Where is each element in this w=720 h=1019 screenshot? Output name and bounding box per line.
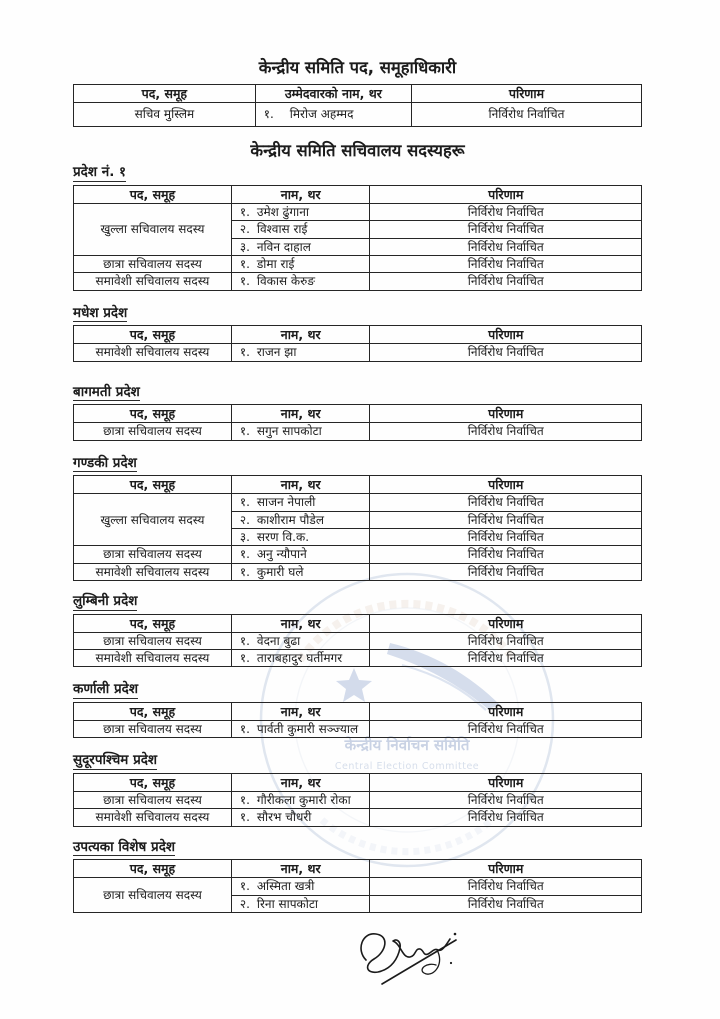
candidate-number: १. (239, 651, 250, 666)
results-table (73, 475, 642, 581)
header-name: नाम, थर (231, 703, 370, 721)
header-position: पद, समूह (74, 773, 232, 791)
table-row (74, 650, 642, 667)
table-row (74, 546, 642, 563)
province-label (73, 164, 642, 182)
candidate-name: पार्वती कुमारी सञ्ज्याल (256, 722, 359, 736)
candidate-number: १. (239, 547, 250, 562)
handwritten-signature (352, 922, 482, 997)
province-section-gandaki (73, 455, 642, 582)
result-cell: निर्विरोध निर्वाचित (370, 423, 642, 440)
header-name: नाम, थर (231, 773, 370, 791)
signature-dot (454, 933, 457, 936)
position-cell: समावेशी सचिवालय सदस्य (74, 650, 232, 667)
candidate-number: ३. (239, 529, 250, 544)
candidate-number: १. (239, 792, 250, 807)
table-header-row (74, 405, 642, 423)
candidate-number: २. (239, 512, 250, 527)
result-cell: निर्विरोध निर्वाचित (370, 563, 642, 580)
position-cell: छात्रा सचिवालय सदस्य (74, 878, 232, 913)
candidate-name: ताराबहादुर घर्तीमगर (256, 651, 343, 666)
candidate-name: मिरोज अहम्मद (289, 106, 354, 121)
result-cell: निर्विरोध निर्वाचित (370, 203, 642, 220)
table-row (74, 494, 642, 511)
province-label (73, 305, 642, 323)
results-table (73, 614, 642, 668)
header-name: नाम, थर (231, 860, 370, 878)
province-label-text: लुम्बिनी प्रदेश (73, 593, 138, 610)
province-label-text: कर्णाली प्रदेश (73, 681, 139, 698)
position-cell: खुल्ला सचिवालय सदस्य (74, 203, 232, 255)
header-name: नाम, थर (231, 476, 370, 494)
candidate-number: १. (239, 564, 250, 579)
position-cell: छात्रा सचिवालय सदस्य (74, 546, 232, 563)
candidate-name-cell (231, 546, 370, 563)
table-row (74, 809, 642, 826)
table-row (74, 878, 642, 895)
header-position: पद, समूह (74, 860, 232, 878)
province-label (73, 752, 642, 770)
table-header-row (74, 326, 642, 344)
header-name: नाम, थर (231, 326, 370, 344)
result-cell: निर्विरोध निर्वाचित (370, 494, 642, 511)
province-label-text: मधेश प्रदेश (73, 304, 128, 321)
candidate-name: वेदना बुढा (256, 633, 301, 648)
table-row (74, 102, 642, 126)
candidate-name-cell (231, 721, 370, 738)
position-cell: छात्रा सचिवालय सदस्य (74, 721, 232, 738)
result-cell: निर्विरोध निर्वाचित (411, 102, 641, 126)
candidate-name: काशीराम पौडेल (256, 512, 324, 527)
table-row (74, 273, 642, 290)
candidate-name: डोमा राई (256, 256, 295, 271)
position-cell: सचिव मुस्लिम (74, 102, 256, 126)
header-candidate-name: उम्मेदवारको नाम, थर (255, 84, 411, 102)
signature-dot (450, 962, 452, 964)
header-position: पद, समूह (74, 185, 232, 203)
table-header-row (74, 773, 642, 791)
signature-stroke-main (361, 934, 450, 972)
province-label (73, 384, 642, 402)
candidate-name-cell (231, 563, 370, 580)
candidate-number: १. (239, 256, 250, 271)
table-header-row (74, 614, 642, 632)
candidate-name-cell (231, 809, 370, 826)
header-position: पद, समूह (74, 326, 232, 344)
position-cell: समावेशी सचिवालय सदस्य (74, 344, 232, 361)
candidate-name-cell (231, 895, 370, 912)
candidate-name-cell (231, 632, 370, 649)
position-cell: छात्रा सचिवालय सदस्य (74, 791, 232, 808)
candidate-name-cell (231, 511, 370, 528)
result-cell: निर्विरोध निर्वाचित (370, 878, 642, 895)
result-cell: निर्विरोध निर्वाचित (370, 632, 642, 649)
stamp-subtitle-text: Central Election Committee (334, 761, 480, 772)
header-result: परिणाम (411, 84, 641, 102)
candidate-name-cell (231, 650, 370, 667)
result-cell: निर्विरोध निर्वाचित (370, 273, 642, 290)
candidate-name: राजन झा (256, 345, 297, 360)
table-row (74, 563, 642, 580)
candidate-name-cell (231, 344, 370, 361)
result-cell: निर्विरोध निर्वाचित (370, 546, 642, 563)
candidate-number: ३. (239, 239, 250, 254)
header-name: नाम, थर (231, 185, 370, 203)
results-table (73, 185, 642, 291)
candidate-number: १. (263, 106, 274, 121)
candidate-number: १. (239, 424, 250, 439)
signature-stroke-cross (382, 940, 456, 984)
candidate-name: विकास केरुङ (256, 274, 315, 289)
candidate-name: साजन नेपाली (256, 495, 316, 510)
candidate-name-cell (231, 791, 370, 808)
position-cell: समावेशी सचिवालय सदस्य (74, 563, 232, 580)
header-name: नाम, थर (231, 405, 370, 423)
section2-title: केन्द्रीय समिति सचिवालय सदस्यहरू (250, 140, 465, 160)
candidate-name: उमेश ढुंगाना (256, 204, 310, 219)
result-cell: निर्विरोध निर्वाचित (370, 238, 642, 255)
candidate-name-cell (231, 273, 370, 290)
candidate-number: १. (239, 495, 250, 510)
results-table (73, 702, 642, 738)
result-cell: निर्विरोध निर्वाचित (370, 221, 642, 238)
committee-post-table (73, 84, 642, 127)
province-label-text: बागमती प्रदेश (73, 383, 140, 400)
header-result: परिणाम (370, 326, 642, 344)
province-label-text: प्रदेश नं. १ (73, 164, 127, 181)
header-position: पद, समूह (74, 703, 232, 721)
candidate-number: १. (239, 722, 250, 736)
results-table (73, 404, 642, 440)
position-cell: छात्रा सचिवालय सदस्य (74, 255, 232, 272)
province-label (73, 455, 642, 473)
header-name: नाम, थर (231, 614, 370, 632)
candidate-name-cell (231, 203, 370, 220)
result-cell: निर्विरोध निर्वाचित (370, 528, 642, 545)
table-row (74, 203, 642, 220)
candidate-name: सरण वि.क. (256, 529, 310, 544)
province-section-karnali (73, 681, 642, 738)
result-cell: निर्विरोध निर्वाचित (370, 895, 642, 912)
table-row (74, 423, 642, 440)
candidate-name: कुमारी घले (256, 564, 304, 579)
candidate-name: विश्वास राई (256, 222, 308, 237)
candidate-name: नविन दाहाल (256, 239, 311, 254)
province-section-bagmati (73, 384, 642, 441)
header-position: पद, समूह (74, 476, 232, 494)
table-row (74, 721, 642, 738)
table-header-row (74, 185, 642, 203)
province-section-madhesh (73, 305, 642, 362)
candidate-name-cell (231, 423, 370, 440)
table-row (74, 791, 642, 808)
position-cell: छात्रा सचिवालय सदस्य (74, 423, 232, 440)
candidate-name-cell (231, 238, 370, 255)
result-cell: निर्विरोध निर्वाचित (370, 511, 642, 528)
candidate-name: अनु न्यौपाने (256, 547, 307, 562)
header-result: परिणाम (370, 405, 642, 423)
header-position: पद, समूह (74, 405, 232, 423)
candidate-number: १. (239, 879, 250, 894)
results-table (73, 859, 642, 913)
stamp-title-text: केन्द्रीय निर्वाचन समिति (344, 736, 470, 754)
candidate-number: १. (239, 274, 250, 289)
province-label (73, 593, 642, 611)
table-row (74, 344, 642, 361)
candidate-name: सगुन सापकोटा (256, 424, 322, 439)
header-position: पद, समूह (74, 84, 256, 102)
province-label-text: उपत्यका विशेष प्रदेश (73, 838, 176, 855)
candidate-number: १. (239, 204, 250, 219)
candidate-name: अस्मिता खत्री (256, 879, 315, 894)
candidate-name-cell (231, 878, 370, 895)
candidate-number: १. (239, 633, 250, 648)
table-header-row (74, 860, 642, 878)
candidate-number: १. (239, 345, 250, 360)
position-cell: समावेशी सचिवालय सदस्य (74, 273, 232, 290)
result-cell: निर्विरोध निर्वाचित (370, 255, 642, 272)
province-label (73, 839, 642, 857)
candidate-number: २. (239, 896, 250, 911)
province-section-lumbini (73, 593, 642, 667)
candidate-name: गौरीकला कुमारी रोका (256, 792, 351, 807)
results-table (73, 773, 642, 827)
table-header-row (74, 703, 642, 721)
result-cell: निर्विरोध निर्वाचित (370, 791, 642, 808)
result-cell: निर्विरोध निर्वाचित (370, 809, 642, 826)
header-result: परिणाम (370, 476, 642, 494)
candidate-number: १. (239, 810, 250, 825)
candidate-name-cell (255, 102, 411, 126)
province-section-sudurpashchim (73, 752, 642, 826)
result-cell: निर्विरोध निर्वाचित (370, 650, 642, 667)
result-cell: निर्विरोध निर्वाचित (370, 344, 642, 361)
header-result: परिणाम (370, 703, 642, 721)
table-header-row (74, 84, 642, 102)
province-section-1 (73, 164, 642, 291)
header-result: परिणाम (370, 614, 642, 632)
province-label-text: सुदूरपश्चिम प्रदेश (73, 752, 158, 769)
candidate-name: रिना सापकोटा (256, 896, 319, 911)
province-section-valley (73, 839, 642, 913)
result-cell: निर्विरोध निर्वाचित (370, 721, 642, 738)
position-cell: समावेशी सचिवालय सदस्य (74, 809, 232, 826)
section1-title: केन्द्रीय समिति पद, समूहाधिकारी (258, 58, 457, 77)
candidate-name-cell (231, 221, 370, 238)
candidate-number: २. (239, 222, 250, 237)
candidate-name-cell (231, 494, 370, 511)
header-position: पद, समूह (74, 614, 232, 632)
header-result: परिणाम (370, 860, 642, 878)
table-row (74, 632, 642, 649)
candidate-name: सौरभ चौधरी (256, 810, 312, 825)
province-label (73, 681, 642, 699)
header-result: परिणाम (370, 773, 642, 791)
province-label-text: गण्डकी प्रदेश (73, 454, 137, 471)
position-cell: खुल्ला सचिवालय सदस्य (74, 494, 232, 546)
candidate-name-cell (231, 528, 370, 545)
table-row (74, 255, 642, 272)
table-header-row (74, 476, 642, 494)
header-result: परिणाम (370, 185, 642, 203)
position-cell: छात्रा सचिवालय सदस्य (74, 632, 232, 649)
results-table (73, 325, 642, 361)
candidate-name-cell (231, 255, 370, 272)
